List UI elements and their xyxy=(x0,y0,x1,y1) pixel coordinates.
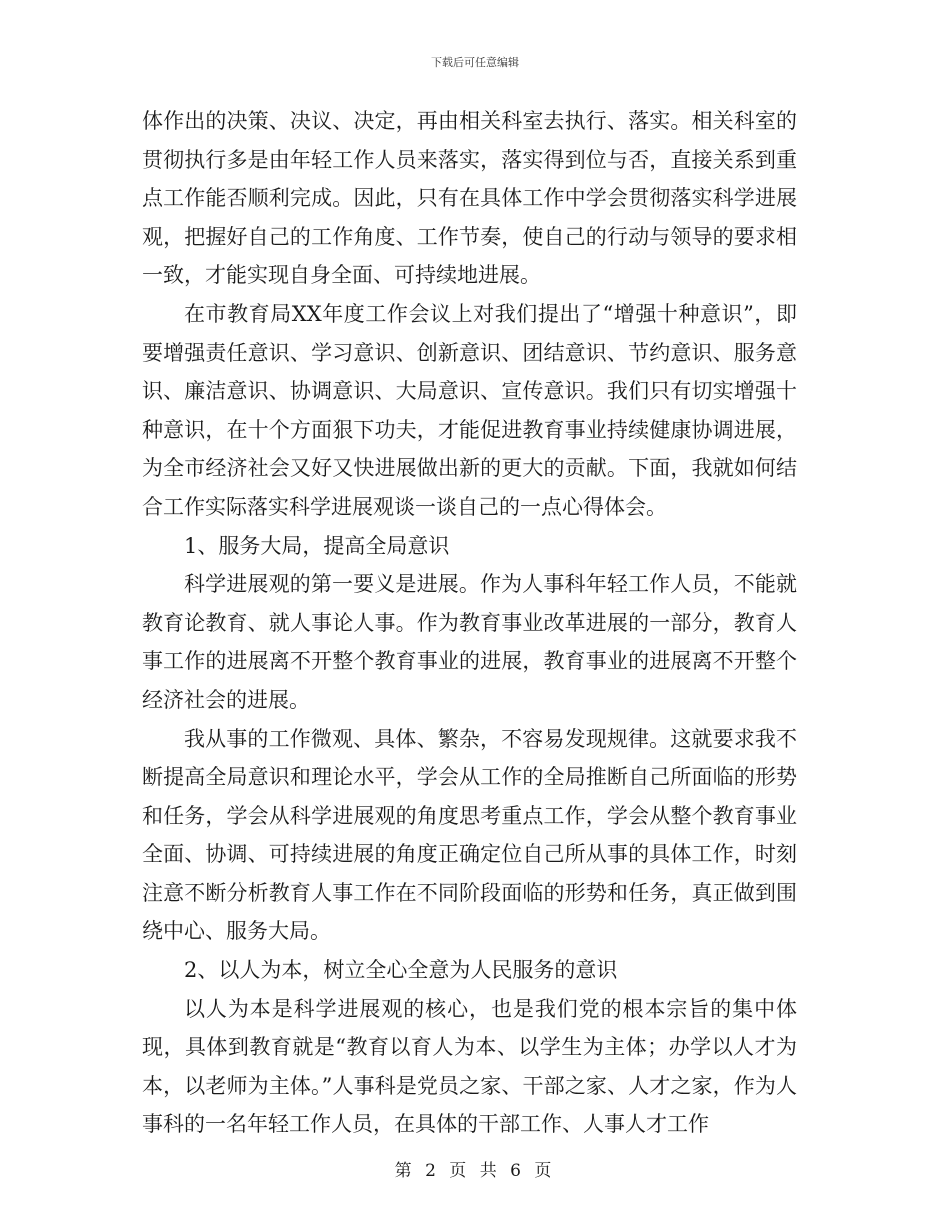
paragraph: 以人为本是科学进展观的核心，也是我们党的根本宗旨的集中体现，具体到教育就是“教育以育人为本、以学生为主体；办学以人才为本，以老师为主体。”人事科是党员之家、干部之家、人才之家，作为人事科的一名年轻工作人员，在具体的干部工作、人事人才工作 xyxy=(142,996,797,1137)
paragraph: 我从事的工作微观、具体、繁杂，不容易发现规律。这就要求我不断提高全局意识和理论水平，学会从工作的全局推断自己所面临的形势和任务，学会从科学进展观的角度思考重点工作，学会从整个教育事业全面、协调、可持续进展的角度正确定位自己所从事的具体工作，时刻注意不断分析教育人事工作在不同阶段面临的形势和任务，真正做到围绕中心、服务大局。 xyxy=(142,726,797,944)
paragraph: 在市教育局XX年度工作会议上对我们提出了“增强十种意识”，即要增强责任意识、学习意识、创新意识、团结意识、节约意识、服务意识、廉洁意识、协调意识、大局意识、宣传意识。我们只有切实增强十种意识，在十个方面狠下功夫，才能促进教育事业持续健康协调进展，为全市经济社会又好又快进展做出新的更大的贡献。下面，我就如何结合工作实际落实科学进展观谈一谈自己的一点心得体会。 xyxy=(142,301,797,519)
section-heading: 1、服务大局，提高全局意识 xyxy=(184,533,450,558)
document-body xyxy=(142,102,797,1144)
section-heading: 2、以人为本，树立全心全意为人民服务的意识 xyxy=(184,958,618,983)
page-header-note: 下载后可任意编辑 xyxy=(431,56,519,69)
paragraph: 科学进展观的第一要义是进展。作为人事科年轻工作人员，不能就教育论教育、就人事论人事。作为教育事业改革进展的一部分，教育人事工作的进展离不开整个教育事业的进展，教育事业的进展离不开整个经济社会的进展。 xyxy=(142,572,797,712)
page-number: 第 2 页 共 6 页 xyxy=(394,1161,556,1181)
paragraph-continuation: 体作出的决策、决议、决定，再由相关科室去执行、落实。相关科室的贯彻执行多是由年轻工作人员来落实，落实得到位与否，直接关系到重点工作能否顺利完成。因此，只有在具体工作中学会贯彻落实科学进展观，把握好自己的工作角度、工作节奏，使自己的行动与领导的要求相一致，才能实现自身全面、可持续地进展。 xyxy=(142,109,797,288)
